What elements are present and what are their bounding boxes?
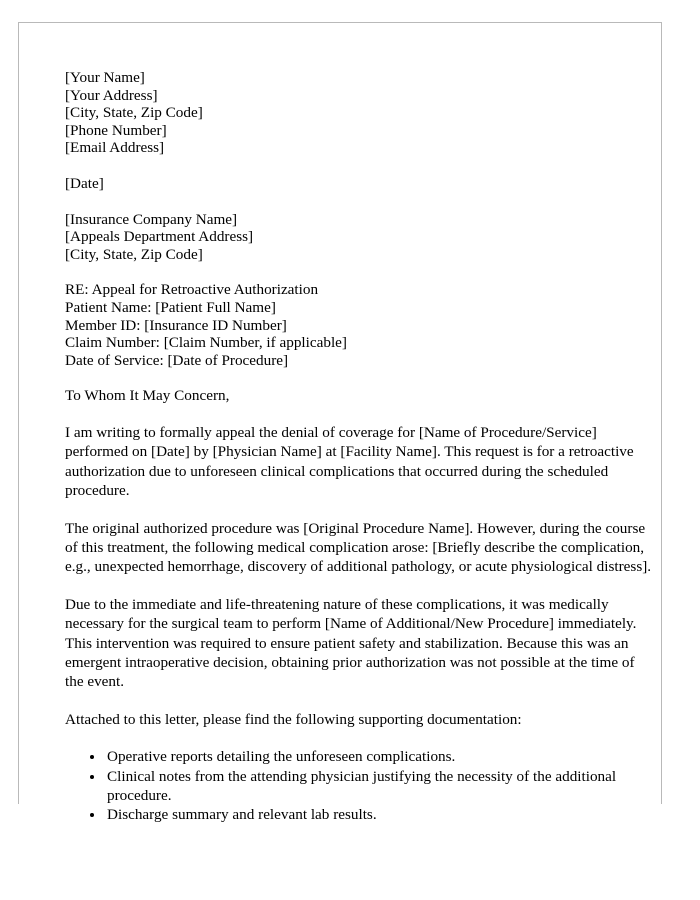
sender-address-block (65, 69, 653, 157)
recipient-department: [Appeals Department Address] (65, 228, 254, 246)
sender-email: [Email Address] (65, 139, 165, 157)
salutation: To Whom It May Concern, (65, 387, 230, 405)
recipient-company: [Insurance Company Name] (65, 210, 238, 228)
date-block (65, 175, 653, 193)
reference-claim-number: Claim Number: [Claim Number, if applicable] (65, 334, 347, 352)
reference-member-id: Member ID: [Insurance ID Number] (65, 316, 287, 334)
attachments-list (65, 747, 653, 825)
list-item: • Clinical notes from the attending physician justifying the necessity of the additional procedure. (105, 767, 653, 806)
list-item: • Discharge summary and relevant lab results. (105, 805, 653, 824)
sender-city-state-zip: [City, State, Zip Code] (65, 104, 203, 122)
paragraph-original-procedure: The original authorized procedure was [Original Procedure Name]. However, during the course of this treatment, the following medical complication arose: [Briefly describe the complication, e.g., unexpected hemorrhage, discovery of additional pathology, or acute physiological distress]. (65, 519, 652, 576)
recipient-city-state-zip: [City, State, Zip Code] (65, 245, 203, 263)
reference-block (65, 281, 653, 369)
reference-subject: RE: Appeal for Retroactive Authorization (65, 281, 319, 299)
sender-street: [Your Address] (65, 86, 158, 104)
reference-date-of-service: Date of Service: [Date of Procedure] (65, 351, 289, 369)
letter-sheet (18, 22, 662, 824)
letter-body (65, 69, 653, 825)
paragraph-appeal-intro: I am writing to formally appeal the denial of coverage for [Name of Procedure/Service] performed on [Date] by [Physician Name] at [Facility Name]. This request is for a retroactive authorization due to unforeseen clinical complications that occurred during the scheduled procedure. (65, 423, 634, 500)
sender-name: [Your Name] (65, 69, 145, 86)
paragraph-attachments-intro: Attached to this letter, please find the following supporting documentation: (65, 710, 522, 728)
paragraph-medical-necessity: Due to the immediate and life-threatening nature of these complications, it was medically necessary for the surgical team to perform [Name of Additional/New Procedure] immediately. This intervention was required to ensure patient safety and stabilization. Because this was an emergent intraoperative decision, obtaining prior authorization was not possible at the time of the event. (65, 595, 637, 691)
recipient-address-block (65, 211, 653, 264)
reference-patient-name: Patient Name: [Patient Full Name] (65, 298, 276, 316)
list-item: • Operative reports detailing the unforeseen complications. (105, 747, 653, 766)
sender-phone: [Phone Number] (65, 121, 167, 139)
letter-date: [Date] (65, 174, 104, 192)
